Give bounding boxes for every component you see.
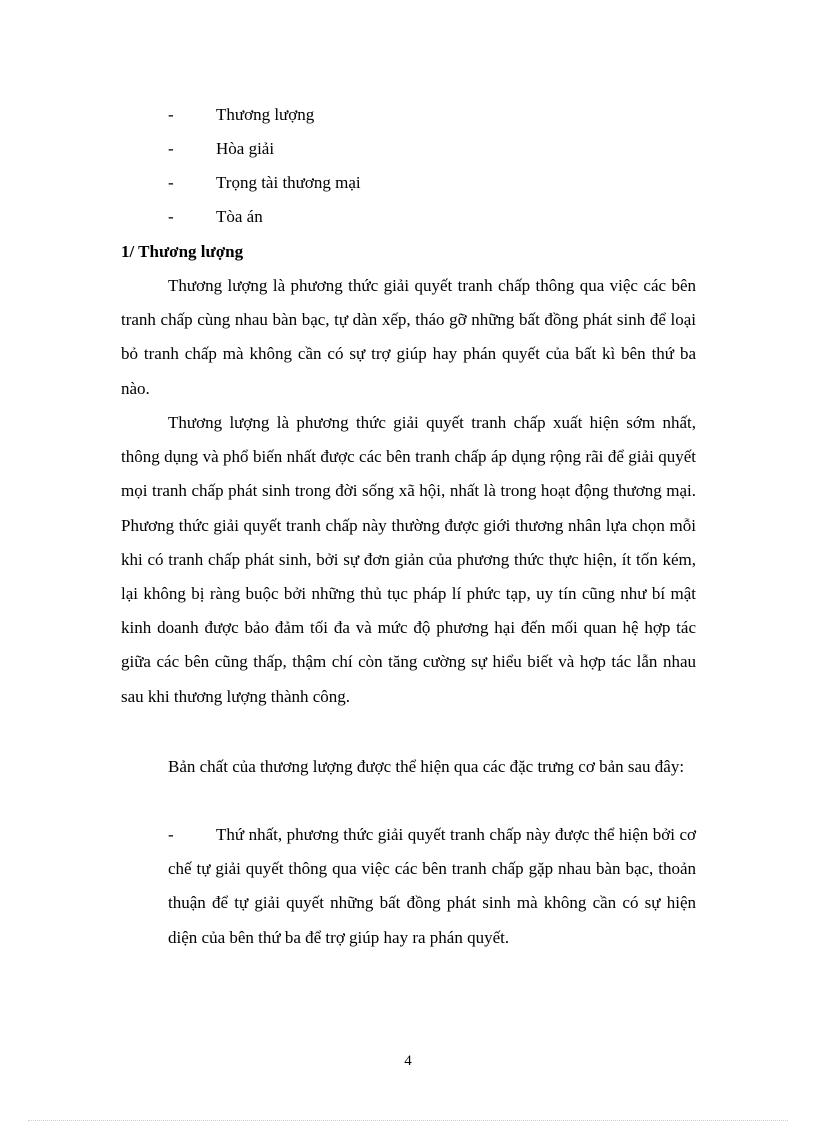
bullet-dash: - [168, 825, 174, 844]
bullet-text: Tòa án [216, 207, 263, 226]
section-heading: 1/ Thương lượng [121, 242, 244, 261]
bullet-text: Trọng tài thương mại [216, 173, 361, 192]
paragraph: Thương lượng là phương thức giải quyết tranh chấp thông qua việc các bên tranh chấp cùng nhau bàn bạc, tự dàn xếp, tháo gỡ những bất đồng phát sinh để loại bỏ tranh chấp mà không cần có sự trợ giúp hay phán quyết của bất kì bên thứ ba nào. [121, 276, 696, 398]
page-number: 4 [404, 1053, 412, 1069]
bullet-dash: - [168, 105, 174, 124]
bullet-dash: - [168, 139, 174, 158]
sub-bullet-text: Thứ nhất, phương thức giải quyết tranh chấp này được thể hiện bởi cơ chế tự giải quyết thông qua việc các bên tranh chấp gặp nhau bàn bạc, thoản thuận để tự giải quyết những bất đồng phát sinh mà không cần có sự hiện diện của bên thứ ba để trợ giúp hay ra phán quyết. [168, 825, 696, 947]
bullet-dash: - [168, 173, 174, 192]
paragraph: Bản chất của thương lượng được thể hiện qua các đặc trưng cơ bản sau đây: [168, 757, 685, 776]
sub-bullet-item [168, 818, 696, 955]
page-bottom-divider [28, 1120, 788, 1121]
bullet-text: Hòa giải [216, 139, 275, 158]
bullet-dash: - [168, 207, 174, 226]
bullet-text: Thương lượng [216, 105, 315, 124]
paragraph: Thương lượng là phương thức giải quyết tranh chấp xuất hiện sớm nhất, thông dụng và phổ biến nhất được các bên tranh chấp áp dụng rộng rãi để giải quyết mọi tranh chấp phát sinh trong đời sống xã hội, nhất là trong hoạt động thương mại. Phương thức giải quyết tranh chấp này thường được giới thương nhân lựa chọn mỗi khi có tranh chấp phát sinh, bởi sự đơn giản của phương thức thực hiện, ít tốn kém, lại không bị ràng buộc bởi những thủ tục pháp lí phức tạp, uy tín cũng như bí mật kinh doanh được bảo đảm tối đa và mức độ phương hại đến mối quan hệ hợp tác giữa các bên cũng thấp, thậm chí còn tăng cường sự hiểu biết và hợp tác lẫn nhau sau khi thương lượng thành công. [121, 413, 696, 706]
